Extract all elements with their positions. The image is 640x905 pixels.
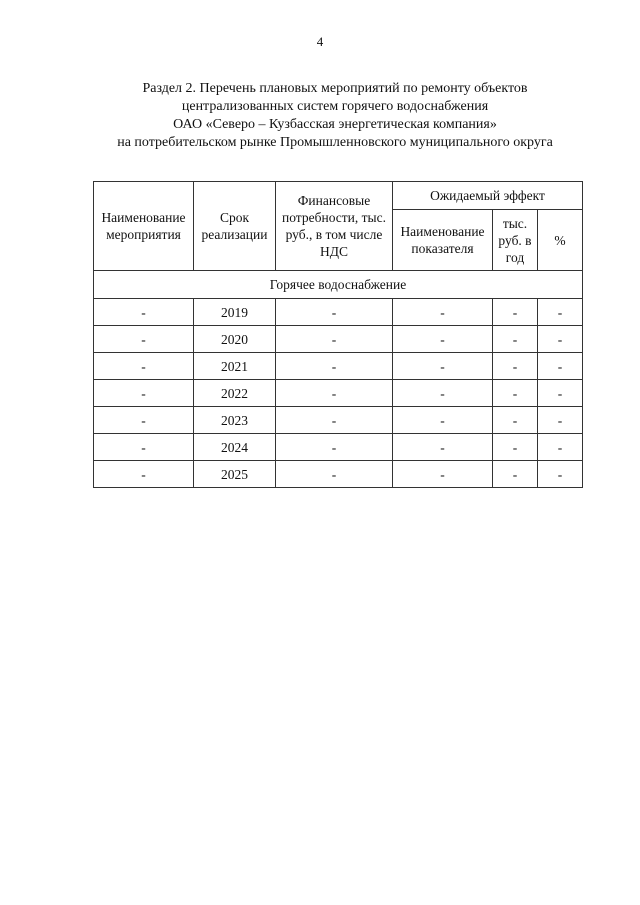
header-finance: Финансовые потребности, тыс. руб., в том числе НДС [276,182,393,271]
cell-indicator: - [393,299,493,326]
cell-percent: - [538,461,583,488]
cell-indicator: - [393,461,493,488]
document-title [60,80,610,152]
cell-thousand: - [493,299,538,326]
cell-finance: - [276,434,393,461]
cell-percent: - [538,353,583,380]
cell-indicator: - [393,380,493,407]
table-row [94,353,583,380]
table-row [94,461,583,488]
cell-percent: - [538,407,583,434]
cell-year: 2025 [194,461,276,488]
table-row [94,326,583,353]
cell-indicator: - [393,407,493,434]
cell-year: 2022 [194,380,276,407]
section-title: Горячее водоснабжение [94,271,583,299]
table-row [94,299,583,326]
cell-percent: - [538,326,583,353]
cell-thousand: - [493,380,538,407]
cell-name: - [94,407,194,434]
cell-name: - [94,380,194,407]
cell-thousand: - [493,407,538,434]
cell-finance: - [276,353,393,380]
cell-indicator: - [393,353,493,380]
header-percent: % [538,210,583,271]
cell-finance: - [276,326,393,353]
cell-name: - [94,299,194,326]
header-term: Срок реализации [194,182,276,271]
cell-indicator: - [393,326,493,353]
cell-name: - [94,326,194,353]
cell-name: - [94,353,194,380]
cell-percent: - [538,299,583,326]
header-effect: Ожидаемый эффект [393,182,583,210]
cell-finance: - [276,407,393,434]
header-name: Наименование мероприятия [94,182,194,271]
plan-table [93,181,583,488]
cell-year: 2019 [194,299,276,326]
cell-year: 2024 [194,434,276,461]
cell-finance: - [276,299,393,326]
page-number: 4 [316,34,324,49]
cell-year: 2023 [194,407,276,434]
cell-finance: - [276,380,393,407]
cell-finance: - [276,461,393,488]
cell-name: - [94,434,194,461]
cell-name: - [94,461,194,488]
cell-thousand: - [493,461,538,488]
cell-percent: - [538,434,583,461]
table-row [94,407,583,434]
table-row [94,434,583,461]
cell-indicator: - [393,434,493,461]
title-line-1: Раздел 2. Перечень плановых мероприятий по ремонту объектов [142,81,528,96]
title-line-3: ОАО «Северо – Кузбасская энергетическая компания» [173,117,497,132]
header-thousand: тыс. руб. в год [493,210,538,271]
cell-percent: - [538,380,583,407]
cell-thousand: - [493,434,538,461]
cell-thousand: - [493,353,538,380]
table-row [94,380,583,407]
cell-year: 2021 [194,353,276,380]
title-line-4: на потребительском рынке Промышленновского муниципального округа [117,135,553,150]
header-indicator: Наименование показателя [393,210,493,271]
cell-year: 2020 [194,326,276,353]
title-line-2: централизованных систем горячего водоснабжения [181,99,489,114]
cell-thousand: - [493,326,538,353]
